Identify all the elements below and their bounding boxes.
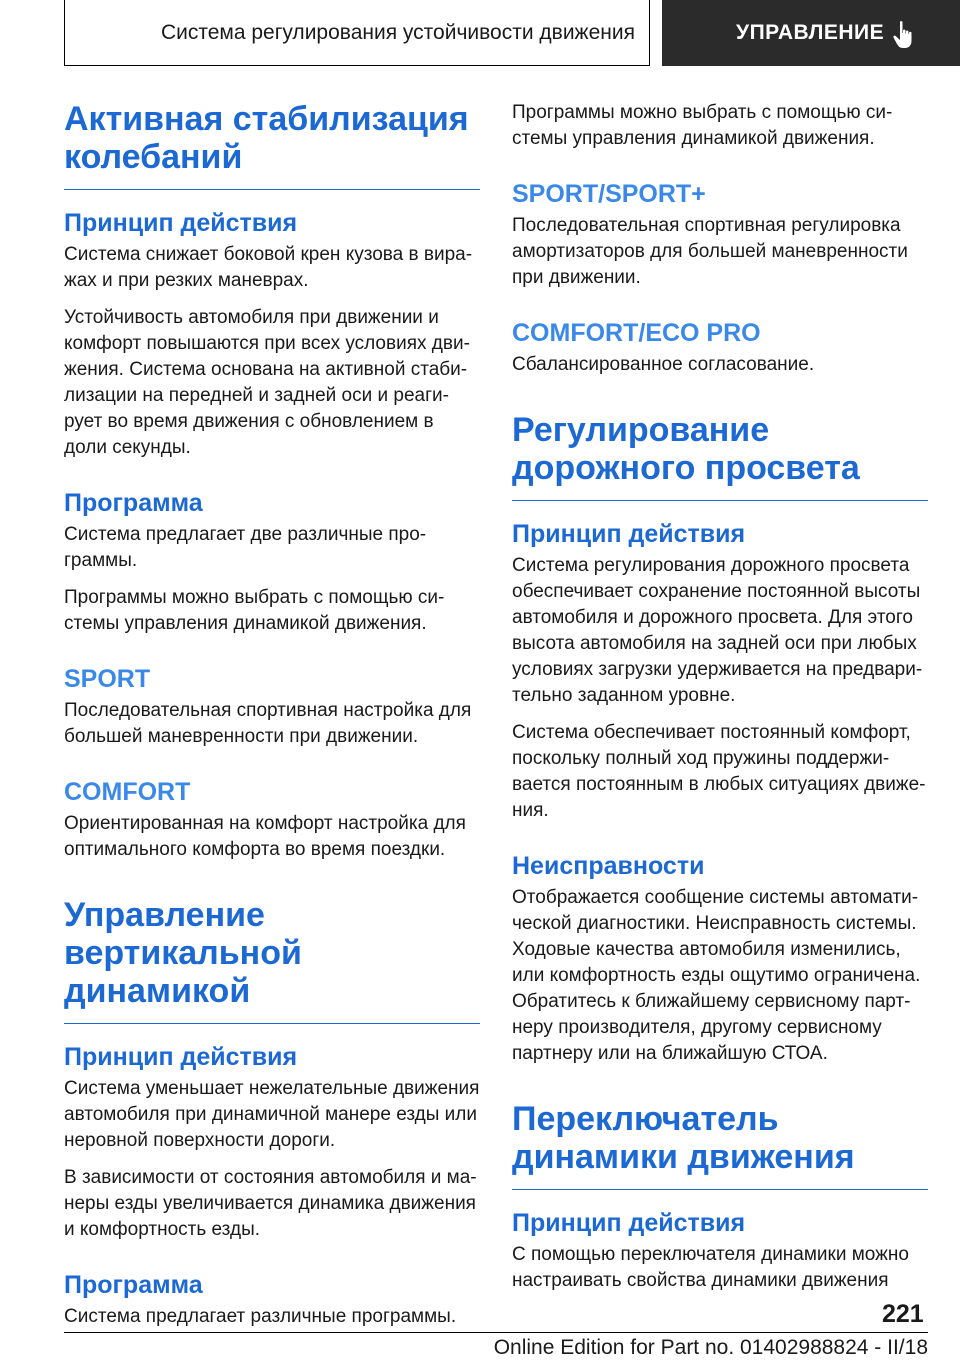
paragraph: Система уменьшает нежелательные движения автомобиля при динамичной манере езды или неровной поверхности дороги. — [64, 1078, 480, 1151]
paragraph: Система обеспечивает постоянный комфорт, поскольку полный ход пружины поддержи-вается постоянным в любых ситуациях движе-ния. — [512, 722, 926, 821]
section-title: Система регулирования устойчивости движения — [160, 20, 635, 44]
paragraph: Последовательная спортивная настройка для большей маневренности при движении. — [64, 700, 472, 747]
heading-active-stabilization: Активная стабилизация колебаний — [64, 100, 480, 190]
heading-faults: Неисправности — [512, 852, 705, 880]
heading-principle: Принцип действия — [64, 1043, 298, 1071]
page-header — [0, 0, 960, 66]
hand-pointer-icon — [892, 20, 916, 50]
left-column — [64, 100, 480, 1341]
heading-principle: Принцип действия — [512, 1209, 746, 1237]
footer-divider — [64, 1332, 928, 1333]
section-title-box — [64, 0, 650, 66]
chapter-tab — [662, 0, 960, 66]
heading-principle: Принцип действия — [512, 520, 746, 548]
heading-sport-sportplus: SPORT/SPORT+ — [512, 180, 706, 208]
heading-ground-clearance: Регулирование дорожного просвета — [512, 411, 928, 501]
paragraph: Сбалансированное согласование. — [512, 354, 815, 375]
paragraph: Ориентированная на комфорт настройка для оптимального комфорта во время поездки. — [64, 813, 466, 860]
heading-program: Программа — [64, 489, 203, 517]
heading-comfort: COMFORT — [64, 778, 191, 806]
paragraph: Система предлагает различные программы. — [64, 1306, 457, 1327]
heading-sport: SPORT — [64, 665, 151, 693]
paragraph: Система снижает боковой крен кузова в вира-жах и при резких маневрах. — [64, 244, 473, 291]
paragraph: Система предлагает две различные про-граммы. — [64, 524, 427, 571]
paragraph: В зависимости от состояния автомобиля и ма-неры езды увеличивается динамика движения и комфортность езды. — [64, 1167, 477, 1240]
heading-vertical-dynamics: Управление вертикальной динамикой — [64, 896, 480, 1024]
paragraph: Отображается сообщение системы автомати-ческой диагностики. Неисправность системы. Ходовые качества автомобиля изменились, или комфортность езды ощутимо ограничена. Обратитесь к ближайшему сервисному парт-неру производителя, другому сервисному партнеру или на ближайшую СТОА. — [512, 887, 921, 1064]
paragraph: Программы можно выбрать с помощью си-стемы управления динамикой движения. — [512, 102, 893, 149]
right-column — [512, 100, 928, 1305]
heading-dynamics-switch: Переключатель динамики движения — [512, 1100, 928, 1190]
paragraph: Программы можно выбрать с помощью си-стемы управления динамикой движения. — [64, 587, 445, 634]
footer-edition: Online Edition for Part no. 01402988824 - II/18 — [493, 1336, 928, 1359]
paragraph: Система регулирования дорожного просвета обеспечивает сохранение постоянной высоты автомобиля и дорожного просвета. Для этого высота автомобиля на задней оси при любых условиях загрузки удерживается на предвари-тельно заданном уровне. — [512, 555, 923, 706]
paragraph: Устойчивость автомобиля при движении и комфорт повышаются при всех условиях дви-жения. Система основана на активной стаби-лизации на передней и задней оси и реаги-рует во время движения с обновлением в доли секунды. — [64, 307, 470, 458]
heading-comfort-eco-pro: COMFORT/ECO PRO — [512, 319, 761, 347]
paragraph: Последовательная спортивная регулировка амортизаторов для большей маневренности при движении. — [512, 215, 908, 288]
heading-program: Программа — [64, 1271, 203, 1299]
paragraph: С помощью переключателя динамики можно настраивать свойства динамики движения — [512, 1244, 909, 1291]
heading-principle: Принцип действия — [64, 209, 298, 237]
chapter-title: УПРАВЛЕНИЕ — [736, 21, 885, 44]
page-number: 221 — [882, 1300, 924, 1328]
